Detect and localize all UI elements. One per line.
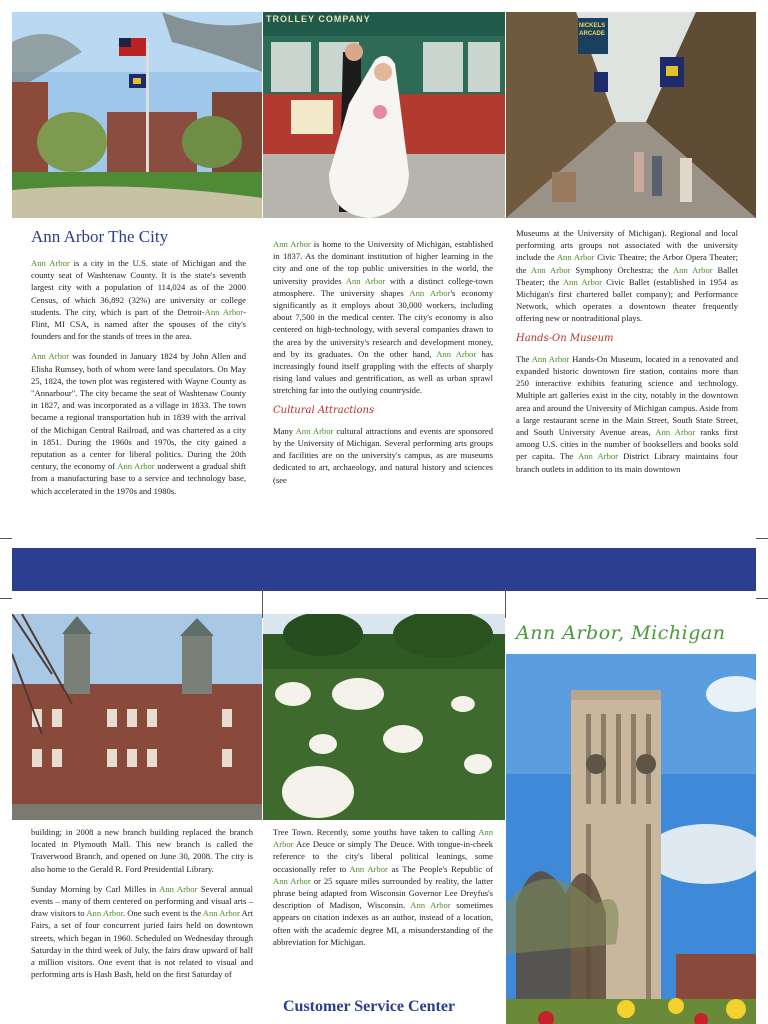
paragraph: [273, 826, 493, 948]
paragraph-text: is a city in the U.S. state of Michigan and the county seat of Washtenaw County. It is the state's seventh largest city with a population of 114,024 as of the 2000 Census, of which 36,892 (32%) are university or college students. The city, which is part of the Detroit-: [31, 258, 247, 317]
ann-arbor-highlight: Ann Arbor: [273, 239, 311, 249]
crop-mark: [756, 538, 768, 539]
paragraph-text: Symphony Orchestra; the: [570, 264, 673, 275]
ann-arbor-highlight: Ann Arbor: [530, 264, 571, 275]
paragraph-text: sometimes appears on citation indexes as an author, instead of a location, often with the academic degree MI, a misunderstanding of the abbreviation for Michigan.: [273, 900, 493, 947]
ann-arbor-highlight: Ann Arbor: [202, 908, 240, 919]
paragraph-text: -Flint, MI CSA, is named after the spouses of the city's founders and for the stands of trees in the area.: [31, 306, 246, 342]
ann-arbor-highlight: Ann Arbor: [159, 883, 198, 894]
ann-arbor-highlight: Ann Arbor: [531, 353, 570, 364]
ann-arbor-highlight: Ann Arbor: [562, 276, 602, 287]
text-column-2: [273, 238, 493, 494]
paragraph-text: The: [516, 353, 532, 364]
ann-arbor-highlight: Ann Arbor: [410, 900, 451, 911]
crop-mark: [0, 538, 12, 539]
photo-wedding-trolley: [263, 12, 505, 218]
paragraph-text: Civic Theatre; the Arbor Opera Theater; the: [516, 252, 738, 275]
photo-burton-tower: [506, 654, 756, 1024]
paragraph-text: is home to the University of Michigan, established in 1837. As the dominant institution of higher learning in the city and one of the top public universities in the world, the university provides: [273, 239, 494, 286]
paragraph: [516, 227, 738, 325]
ann-arbor-highlight: Ann Arbor: [345, 275, 386, 286]
ann-arbor-highlight: Ann Arbor: [577, 451, 618, 462]
crop-mark: [505, 588, 506, 618]
photo-campus-flags: [12, 12, 262, 218]
crop-mark: [0, 598, 12, 599]
photo-peony-garden: [263, 614, 505, 820]
paragraph-text: Tree Town. Recently, some youths have taken to calling: [273, 827, 479, 837]
ann-arbor-highlight: Ann Arbor: [117, 461, 155, 472]
ann-arbor-highlight: Ann Arbor: [295, 425, 334, 436]
paragraph-text: or 25 square miles surrounded by reality, the latter phrase being adapted from Wisconsin Governor Lee Dreyfus's description of Madison, Wisconsin.: [273, 875, 493, 911]
ann-arbor-highlight: Ann Arbor: [31, 258, 70, 268]
paragraph-text: cultural attractions and events are sponsored by the University of Michigan. Several performing arts groups and facilities are on the university's campus, as are museums dedicated to art, archaeology, and natural history and sciences (see: [273, 425, 493, 485]
text-column-4: [31, 826, 253, 988]
paragraph-text: Sunday Morning by Carl Milles in: [31, 883, 160, 894]
arcade-sign: NICKELS ARCADE: [578, 23, 606, 37]
paragraph: [31, 257, 246, 342]
paragraph-text: Ballet Theater; the: [516, 264, 738, 287]
fold-band: [12, 548, 756, 591]
subhead-hands-on-museum: Hands-On Museum: [516, 332, 614, 344]
paragraph-text: was founded in January 1824 by John Allen and Elisha Rumsey, both of whom were land speculators. On May 25, 1824, the town plot was registered with Wayne County as "Annarbour". The city became the seat of Washtenaw County in 1827, and was incorporated as a village in 1833. The town became a regional transportation hub in 1839 with the arrival of the Michigan Central Railroad, and was chartered as a city in 1851. During the 1960s and 1970s, the city gained a reputation as a center for liberal politics. During the 20th century, the economy of: [31, 351, 246, 472]
ann-arbor-highlight: Ann Arbor: [273, 875, 311, 886]
paragraph: [516, 353, 738, 475]
paragraph-text: District Library maintains four branch outlets in addition to its main downtown: [516, 451, 739, 474]
paragraph-text: Ace Deuce or simply The Deuce. With tongue-in-cheek reference to the city's liberal political leanings, some occasionally refer to: [273, 839, 493, 874]
paragraph-text: has increasingly found itself grappling with the effects of sharply rising land values and gentrification, as well as urban sprawl stretching far into the outlying countryside.: [273, 348, 493, 396]
paragraph-text: Art Fairs, a set of four concurrent juried fairs held on downtown streets, which began in 1960. Scheduled on Wednesday through Saturday in the third week of July, the fairs draw upward of half a million visitors. One event that is not related to visual and performing arts is Hash Bash, held on the first Saturday of: [31, 908, 253, 980]
trolley-sign: TROLLEY COMPANY: [266, 14, 371, 24]
text-column-3: [516, 227, 738, 483]
ann-arbor-highlight: Ann Arbor: [86, 908, 123, 919]
crop-mark: [756, 598, 768, 599]
ann-arbor-highlight: Ann Arbor: [204, 306, 244, 317]
page-title: Ann Arbor The City: [31, 227, 169, 246]
photo-nickels-arcade: [506, 12, 756, 218]
paragraph-text: Hands-On Museum, located in a renovated and expanded historic downtown fire station, contains more than 250 interactive exhibits featuring science and technology. Multiple art galleries exist in the city, notably in the downtown area and around the University of Michigan campus. Aside from a large restaurant scene in the Main Street, South State Street, and South University Avenue areas,: [516, 353, 738, 438]
paragraph-text: Museums at the University of Michigan). Regional and local performing arts groups not associated with the university include the: [516, 228, 738, 263]
paragraph-text: Several annual events – many of them centered on performing and visual arts – draw visitors to: [31, 883, 254, 919]
subhead-cultural-attractions: Cultural Attractions: [273, 404, 375, 416]
ann-arbor-highlight: Ann Arbor: [31, 351, 70, 362]
photo-brick-building: [12, 614, 262, 820]
paragraph-text: . One such event is the: [122, 908, 203, 919]
text-column-5: [273, 826, 493, 956]
paragraph: [31, 350, 246, 496]
ann-arbor-highlight: Ann Arbor: [672, 264, 713, 275]
paragraph-text: as The People's Republic of: [387, 863, 494, 874]
script-title: Ann Arbor, Michigan: [516, 622, 726, 644]
text-column-1: [31, 257, 246, 505]
ann-arbor-highlight: Ann Arbor: [556, 252, 595, 263]
ann-arbor-highlight: Ann Arbor: [273, 827, 493, 850]
paragraph-text: 's economy significantly as it employs about 30,000 workers, including about 7,500 in the medical center. The city's economy is also centered on high-technology, with several companies drawn to the area by the university's research and development money, and by its graduates. On the other hand,: [273, 287, 493, 359]
paragraph: [31, 826, 253, 875]
ann-arbor-highlight: Ann Arbor: [436, 348, 477, 359]
customer-service-title: Customer Service Center: [283, 998, 456, 1015]
ann-arbor-highlight: Ann Arbor: [655, 427, 696, 438]
paragraph-text: with a distinct college-town atmosphere. The university shapes: [273, 275, 493, 298]
paragraph-text: ranks first among U.S. cities in the number of booksellers and books sold per capita. The: [516, 427, 738, 462]
paragraph: [273, 238, 493, 397]
paragraph-text: Many: [273, 425, 296, 436]
ann-arbor-highlight: Ann Arbor: [409, 287, 451, 298]
paragraph-text: building; in 2008 a new branch building replaced the branch located in Plymouth Mall. This new branch is called the Traverwood Branch, and opened on June 30, 2008. The city is also home to the Gerald R. Ford Presidential Library.: [31, 827, 253, 874]
paragraph-text: Civic Ballet (established in 1954 as Michigan's first chartered ballet company); and Performance Network, which operates a downtown theater frequently offering new or nontraditional plays.: [516, 276, 738, 324]
paragraph: [273, 425, 493, 486]
paragraph: [31, 883, 253, 981]
paragraph-text: underwent a gradual shift from a manufacturing base to a service and technology base, which accelerated in the 1970s and 1980s.: [31, 461, 246, 496]
ann-arbor-highlight: Ann Arbor: [349, 863, 388, 874]
